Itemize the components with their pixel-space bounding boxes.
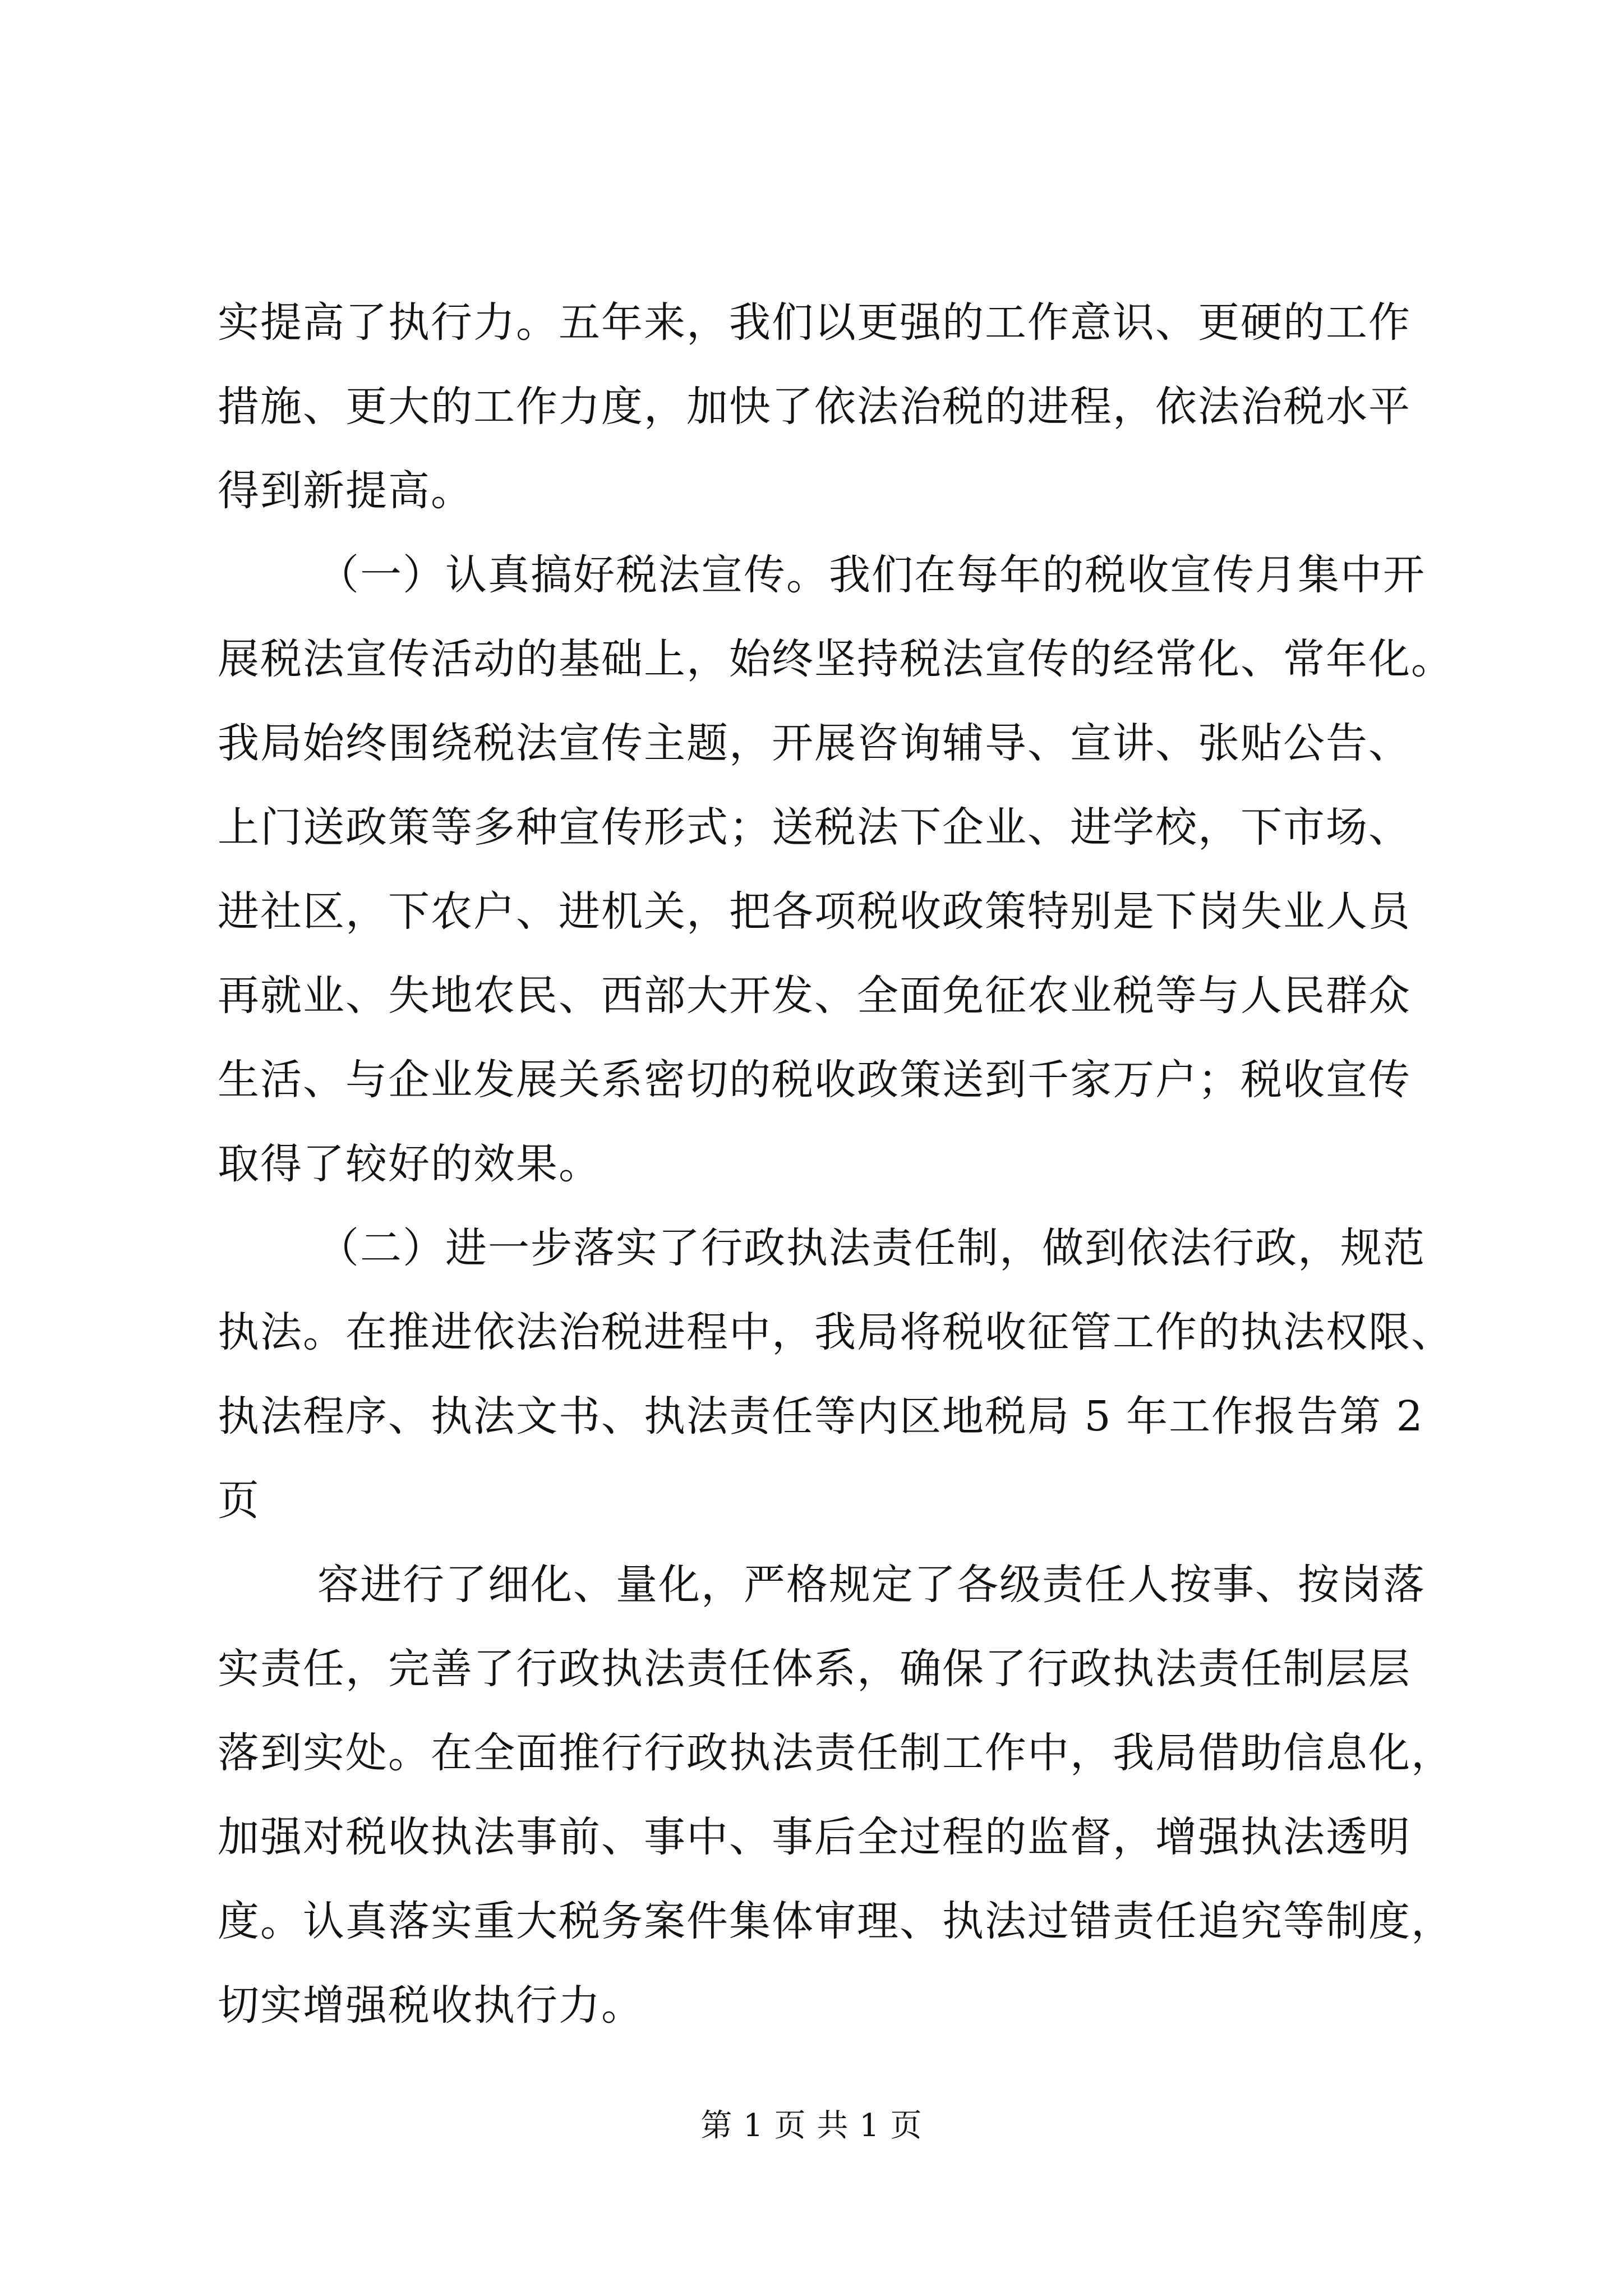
text-line: 容进行了细化、量化，严格规定了各级责任人按事、按岗落	[317, 1561, 1426, 1609]
page-footer: 第 1 页 共 1 页	[700, 2108, 923, 2144]
text-line: 得到新提高。	[218, 467, 473, 515]
text-line: 执法。在推进依法治税进程中，我局将税收征管工作的执法权限、	[218, 1308, 1454, 1356]
document-body	[218, 280, 1454, 2047]
text-line: 再就业、失地农民、西部大开发、全面免征农业税等与人民群众	[218, 972, 1411, 1020]
text-line: 实责任，完善了行政执法责任体系，确保了行政执法责任制层层	[218, 1645, 1411, 1693]
text-line: 我局始终围绕税法宣传主题，开展咨询辅导、宣讲、张贴公告、	[218, 719, 1411, 767]
text-line: 实提高了执行力。五年来，我们以更强的工作意识、更硬的工作	[218, 298, 1411, 347]
text-line: 取得了较好的效果。	[218, 1140, 601, 1188]
text-line: （一）认真搞好税法宣传。我们在每年的税收宣传月集中开	[317, 551, 1426, 599]
text-line: （二）进一步落实了行政执法责任制，做到依法行政，规范	[317, 1224, 1426, 1272]
text-line: 页	[218, 1476, 260, 1525]
text-line: 措施、更大的工作力度，加快了依法治税的进程，依法治税水平	[218, 383, 1411, 431]
text-line: 展税法宣传活动的基础上，始终坚持税法宣传的经常化、常年化。	[218, 635, 1454, 683]
text-line: 执法程序、执法文书、执法责任等内区地税局 5 年工作报告第 2	[218, 1392, 1424, 1441]
text-line: 加强对税收执法事前、事中、事后全过程的监督，增强执法透明	[218, 1813, 1411, 1861]
text-line: 上门送政策等多种宣传形式；送税法下企业、进学校，下市场、	[218, 803, 1411, 852]
text-line: 生活、与企业发展关系密切的税收政策送到千家万户；税收宣传	[218, 1056, 1411, 1104]
text-line: 进社区，下农户、进机关，把各项税收政策特别是下岗失业人员	[218, 887, 1411, 936]
text-line: 度。认真落实重大税务案件集体审理、执法过错责任追究等制度，	[218, 1897, 1454, 1945]
text-line: 落到实处。在全面推行行政执法责任制工作中，我局借助信息化，	[218, 1729, 1454, 1777]
text-line: 切实增强税收执行力。	[218, 1981, 644, 2030]
